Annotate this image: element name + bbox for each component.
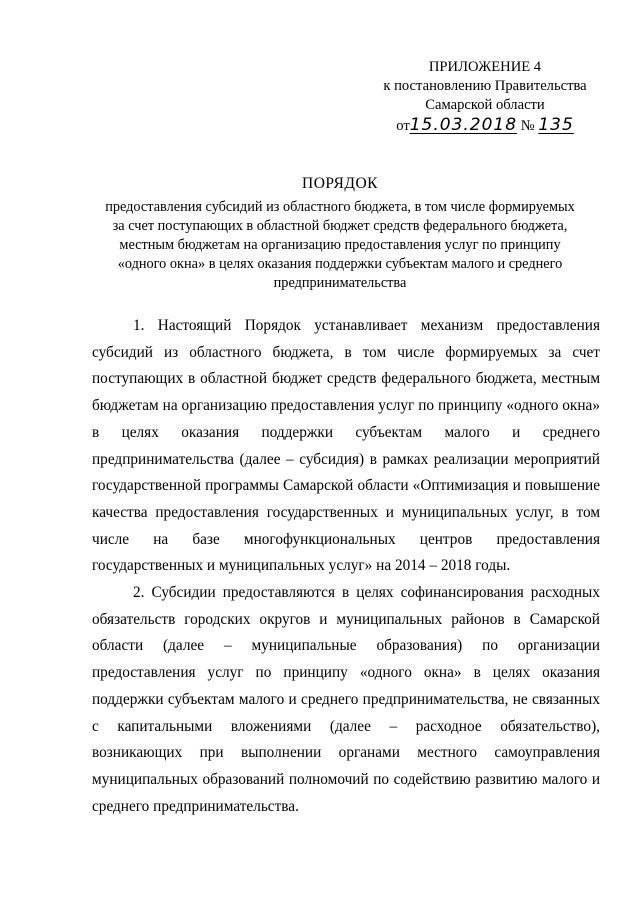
subtitle-line: предпринимательства	[273, 275, 407, 291]
date-prefix: от	[396, 118, 410, 134]
document-subtitle	[70, 198, 610, 293]
annex-number: ПРИЛОЖЕНИЕ 4	[428, 59, 542, 75]
paragraph-2: 2. Субсидии предоставляются в целях софинансирования расходных обязательств городских округов и муниципальных районов в Самарской области (далее – муниципальные образования) по организации предоставления услуг по принципу «одного окна» в целях оказания поддержки субъектам малого и среднего предпринимательства, не связанных с капитальными вложениями (далее – расходное обязательство), возникающих при выполнении органами местного самоуправления муниципальных образований полномочий по содействию развитию малого и среднего предпринимательства.	[92, 584, 600, 815]
handwritten-date: 15.03.2018	[409, 115, 518, 135]
subtitle-line: местным бюджетам на организацию предоставления услуг по принципу	[119, 237, 561, 253]
subtitle-line: «одного окна» в целях оказания поддержки субъектам малого и среднего	[117, 256, 563, 272]
number-sign: №	[520, 118, 535, 134]
annex-resolution-ref: к постановлению Правительства	[383, 78, 587, 94]
paragraph-1: 1. Настоящий Порядок устанавливает механизм предоставления субсидий из областного бюджета, в том числе формируемых за счет поступающих в областной бюджет средств федерального бюджета, местным бюджетам на организацию предоставления услуг по принципу «одного окна» в целях оказания поддержки субъектам малого и среднего предпринимательства (далее – субсидия) в рамках реализации мероприятий государственной программы Самарской области «Оптимизация и повышение качества предоставления государственных и муниципальных услуг, в том числе на базе многофункциональных центров предоставления государственных и муниципальных услуг» на 2014 – 2018 годы.	[92, 317, 600, 575]
handwritten-number: 135	[538, 115, 574, 135]
document-title: ПОРЯДОК	[302, 175, 378, 192]
annex-date-row	[372, 116, 598, 136]
annex-header	[372, 58, 598, 136]
subtitle-line: за счет поступающих в областной бюджет средств федерального бюджета,	[112, 218, 568, 234]
subtitle-line: предоставления субсидий из областного бюджета, в том числе формируемых	[105, 199, 575, 215]
annex-region: Самарской области	[425, 97, 545, 113]
document-body	[92, 313, 600, 820]
